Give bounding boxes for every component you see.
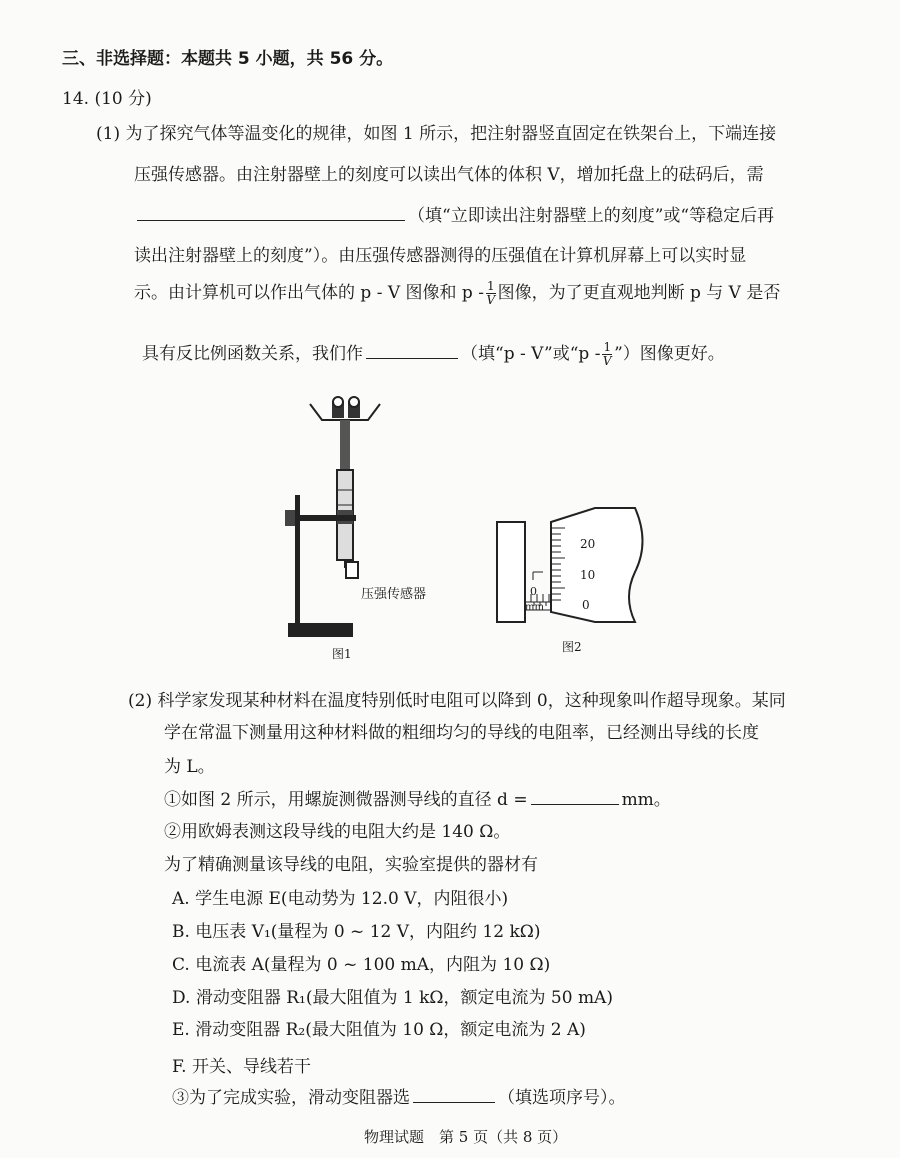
option-a: A. 学生电源 E(电动势为 12.0 V，内阻很小) <box>172 889 509 909</box>
option-f: F. 开关、导线若干 <box>172 1057 311 1077</box>
answer-blank-3[interactable] <box>531 803 619 805</box>
section-header: 三、非选择题：本题共 5 小题，共 56 分。 <box>62 49 394 69</box>
part2-q3: ③为了完成实验，滑动变阻器选 （填选项序号）。 <box>172 1088 626 1108</box>
thimble-label-10: 10 <box>580 568 596 582</box>
option-b: B. 电压表 V₁(量程为 0 ~ 12 V，内阻约 12 kΩ) <box>172 922 541 942</box>
option-d: D. 滑动变阻器 R₁(最大阻值为 1 kΩ，额定电流为 50 mA) <box>172 988 613 1008</box>
thimble-label-20: 20 <box>580 537 596 551</box>
part1-line4: 读出注射器壁上的刻度”）。由压强传感器测得的压强值在计算机屏幕上可以实时显 <box>134 246 747 266</box>
answer-blank-1[interactable] <box>137 219 405 221</box>
figure1-caption: 图1 <box>332 647 352 661</box>
option-e: E. 滑动变阻器 R₂(最大阻值为 10 Ω，额定电流为 2 A) <box>172 1020 586 1040</box>
part1-line5: 示。由计算机可以作出气体的 p - V 图像和 p - $\frac{1}{V}$ 图像，为了更直观地判断 p 与 V 是否 <box>134 279 781 307</box>
figure2-caption: 图2 <box>562 640 582 654</box>
part2-intro: 为了精确测量该导线的电阻，实验室提供的器材有 <box>164 855 538 875</box>
figure1-syringe-apparatus <box>280 390 410 650</box>
part1-line3: （填“立即读出注射器壁上的刻度”或“等稳定后再 <box>134 201 774 226</box>
part2-line3: 为 L。 <box>164 757 215 777</box>
part2-q1: ①如图 2 所示，用螺旋测微器测导线的直径 d = mm。 <box>164 790 671 810</box>
question-number: 14. (10 分) <box>62 89 152 109</box>
part2-q2: ②用欧姆表测这段导线的电阻大约是 140 Ω。 <box>164 822 511 842</box>
answer-blank-2[interactable] <box>366 357 458 359</box>
part1-line6: 具有反比例函数关系，我们作 （填“p - V”或“p - $\frac{1}{V}$ ”）图像更好。 <box>142 340 725 368</box>
answer-blank-4[interactable] <box>413 1101 495 1103</box>
part2-line1: (2) 科学家发现某种材料在温度特别低时电阻可以降到 0，这种现象叫作超导现象。某同 <box>128 691 786 711</box>
page-footer: 物理试题 第 5 页（共 8 页） <box>364 1128 568 1146</box>
sleeve-label-mm: mm <box>525 602 544 613</box>
pressure-sensor-label: 压强传感器 <box>361 587 427 602</box>
sleeve-label-0: 0 <box>530 585 537 598</box>
figure2-micrometer <box>495 502 655 632</box>
thimble-label-0: 0 <box>582 598 590 612</box>
part1-line1: (1) 为了探究气体等温变化的规律，如图 1 所示，把注射器竖直固定在铁架台上，下端连接 <box>96 124 777 144</box>
fraction-1-over-v-2: $\frac{1}{V}$ <box>602 340 612 368</box>
part1-line2: 压强传感器。由注射器壁上的刻度可以读出气体的体积 V，增加托盘上的砝码后，需 <box>134 165 764 185</box>
option-c: C. 电流表 A(量程为 0 ~ 100 mA，内阻为 10 Ω) <box>172 955 551 975</box>
part2-line2: 学在常温下测量用这种材料做的粗细均匀的导线的电阻率，已经测出导线的长度 <box>164 723 759 743</box>
fraction-1-over-v: $\frac{1}{V}$ <box>486 279 496 307</box>
